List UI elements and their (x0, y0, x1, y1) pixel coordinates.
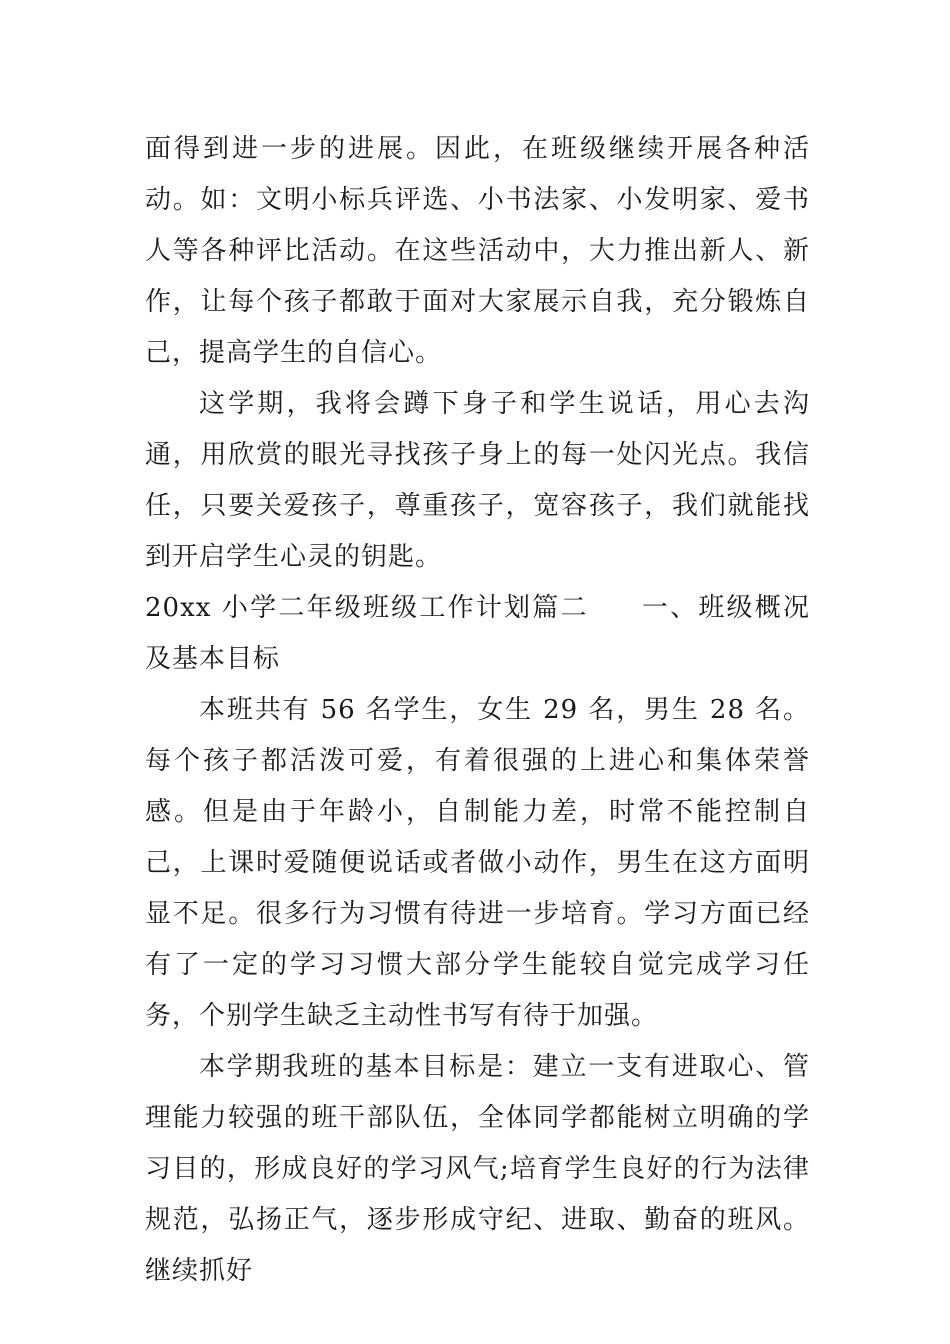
paragraph-basic-goals: 本学期我班的基本目标是：建立一支有进取心、管理能力较强的班干部队伍，全体同学都能树立明确的学习目的，形成良好的学习风气;培育学生良好的行为法律规范，弘扬正气，逐步形成守纪、进取、勤奋的班风。继续抓好 (145, 1052, 810, 1286)
document-body (145, 124, 810, 1297)
section-title: 一、班级概况及基本目标 (145, 593, 810, 674)
paragraph-class-overview: 本班共有 56 名学生，女生 29 名，男生 28 名。每个孩子都活泼可爱，有着很强的上进心和集体荣誉感。但是由于年龄小，自制能力差，时常不能控制自己，上课时爱随便说话或者做小动作，男生在这方面明显不足。很多行为习惯有待进一步培育。学习方面已经有了一定的学习习惯大部分学生能较自觉完成学习任务，个别学生缺乏主动性书写有待于加强。 (145, 695, 810, 1031)
section-heading (145, 583, 810, 685)
plan-title: 20xx 小学二年级班级工作计划篇二 (145, 593, 589, 623)
paragraph-activities: 面得到进一步的进展。因此，在班级继续开展各种活动。如：文明小标兵评选、小书法家、小发明家、爱书人等各种评比活动。在这些活动中，大力推出新人、新作，让每个孩子都敢于面对大家展示自我，充分锻炼自己，提高学生的自信心。 (145, 134, 810, 368)
paragraph-teacher-attitude: 这学期，我将会蹲下身子和学生说话，用心去沟通，用欣赏的眼光寻找孩子身上的每一处闪光点。我信任，只要关爱孩子，尊重孩子，宽容孩子，我们就能找到开启学生心灵的钥匙。 (145, 389, 810, 572)
